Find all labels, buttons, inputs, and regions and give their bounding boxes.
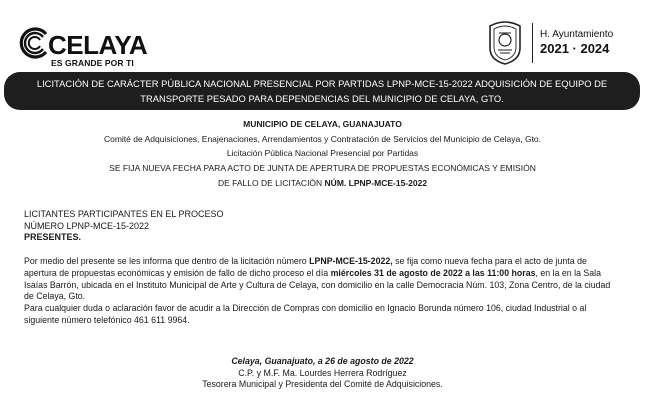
celaya-c-mark-icon: [18, 26, 52, 60]
signer-role: Tesorera Municipal y Presidenta del Comité de Adquisiciones.: [202, 379, 443, 389]
signature-block: [0, 356, 645, 391]
ayuntamiento-label: [540, 29, 613, 56]
body-p1-a: Por medio del presente se les informa que dentro de la licitación número: [24, 256, 310, 266]
notice-number: NÚM. LPNP-MCE-15-2022: [324, 177, 428, 188]
intro-block: [0, 117, 645, 191]
header-divider: [532, 23, 533, 63]
body-p1-e: , en la en la Sala Isaías Barrón, ubicada en el Instituto Municipal de Arte y Cultura de Celaya, con domicilio en la calle Democracia Núm. 103, Zona Centro, de la ciudad de Celaya, Gto.: [24, 267, 611, 302]
notice-line-2: [0, 176, 645, 191]
municipal-seal-icon: [486, 20, 524, 66]
body-paragraph-1: [24, 256, 621, 303]
ayuntamiento-name: H. Ayuntamiento: [540, 29, 614, 40]
recipients-line-2: NÚMERO LPNP-MCE-15-2022: [24, 220, 150, 231]
title-banner: [4, 72, 640, 110]
committee-line: Comité de Adquisiciones, Enajenaciones, Arrendamientos y Contratación de Servicios del Municipio de Celaya, Gto.: [103, 133, 542, 144]
notice-line-2-text: DE FALLO DE LICITACIÓN: [217, 177, 325, 188]
notice-line-1: SE FIJA NUEVA FECHA PARA ACTO DE JUNTA DE APERTURA DE PROPUESTAS ECONÓMICAS Y EMISIÓN: [109, 163, 536, 174]
recipients-block: [24, 209, 224, 244]
body-paragraph-2: Para cualquier duda o aclaración favor de acudir a la Dirección de Compras con domicilio en Ignacio Borunda número 106, ciudad Industrial o al siguiente número telefónico 461 611 9964.: [24, 303, 587, 325]
body-p1-c: se fija como nueva fecha para el acto de junta de apertura de propuestas económicas y emisión de fallo de dicho proceso el día: [24, 256, 587, 278]
tender-type-line: Licitación Pública Nacional Presencial por Partidas: [226, 148, 419, 159]
ayuntamiento-years: 2021 · 2024: [540, 41, 610, 56]
municipality-heading: MUNICIPIO DE CELAYA, GUANAJUATO: [243, 119, 402, 129]
signer-name: C.P. y M.F. Ma. Lourdes Herrera Rodríguez: [238, 367, 407, 378]
celaya-logo: [18, 26, 168, 72]
logo-wordmark: CELAYA: [48, 30, 148, 60]
recipients-line-3: PRESENTES.: [24, 232, 82, 242]
banner-title: LICITACIÓN DE CARÁCTER PÚBLICA NACIONAL PRESENCIAL POR PARTIDAS LPNP-MCE-15-2022 ADQUISICIÓN DE EQUIPO DE TRANSPORTE PESADO PARA DEPENDENCIAS DEL MUNICIPIO DE CELAYA, GTO.: [36, 78, 608, 104]
body-text: [24, 256, 621, 327]
logo-tagline: ES GRANDE POR TI: [51, 58, 134, 68]
place-date: Celaya, Guanajuato, a 26 de agosto de 2022: [231, 356, 414, 366]
body-p1-tender-number: LPNP-MCE-15-2022,: [309, 256, 393, 266]
body-p1-date: miércoles 31 de agosto de 2022 a las 11:00 horas: [330, 267, 536, 278]
recipients-line-1: LICITANTES PARTICIPANTES EN EL PROCESO: [24, 209, 224, 219]
